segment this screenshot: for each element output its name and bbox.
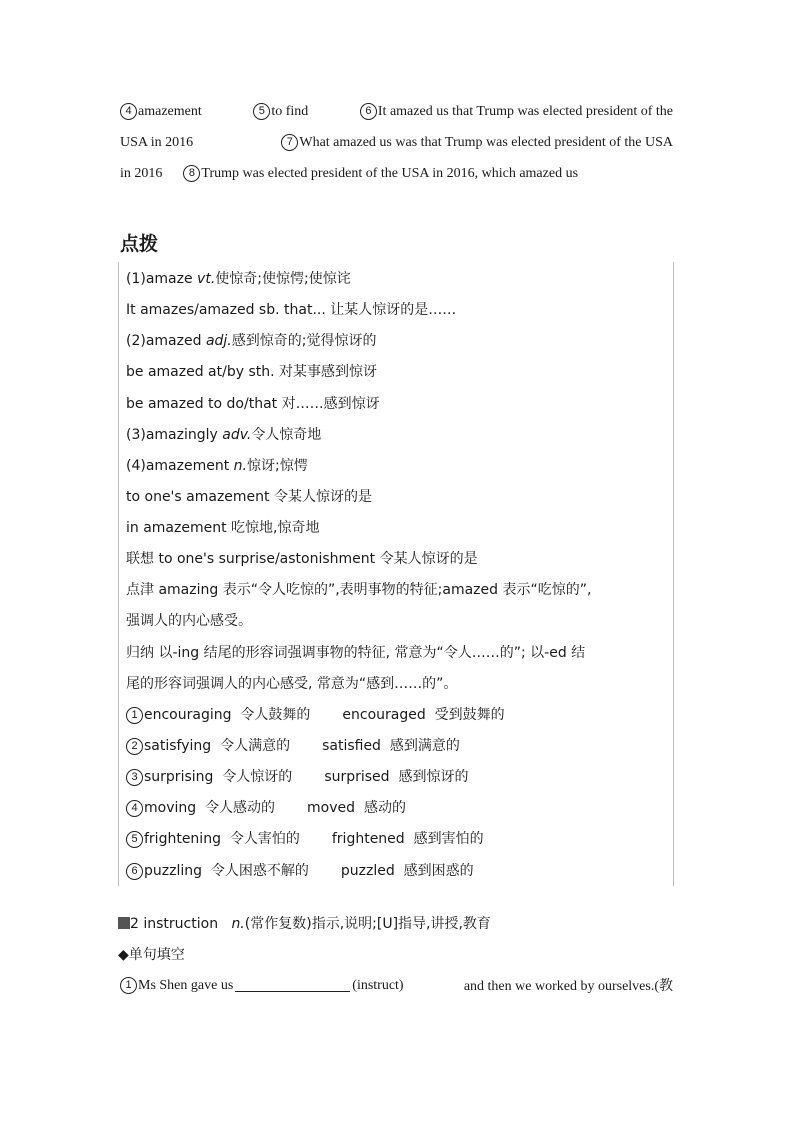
answer-line-1 — [120, 102, 673, 122]
answer-line-3 — [120, 164, 673, 184]
answer-4: amazement — [138, 104, 202, 119]
answer-8: Trump was elected president of the USA in 2016, which amazed us — [201, 166, 579, 181]
circled-number-4: 4 — [120, 103, 137, 120]
note-line-5: be amazed to do/that 对……感到惊讶 — [126, 396, 380, 412]
note-line-2: It amazes/amazed sb. that... 让某人惊讶的是…… — [126, 302, 457, 318]
vocab-item-2: 2 instruction n.(常作复数)指示,说明;[U]指导,讲授,教育 — [118, 914, 491, 934]
square-bullet-icon — [118, 917, 130, 929]
note-line-7: (4)amazement n.惊讶;惊愕 — [126, 458, 308, 474]
exercise-title: ◆单句填空 — [118, 947, 185, 963]
answer-line-2 — [120, 133, 673, 153]
notes-box — [118, 262, 674, 886]
exercise-question-1: 1 Ms Shen gave us (instruct) and then we worked by ourselves.(教 — [120, 976, 673, 997]
pair-row-5: 5 frightening 令人害怕的 frightened 感到害怕的 — [126, 829, 484, 849]
section-title: 点拨 — [120, 233, 159, 255]
note-line-summary: 归纳 以-ing 结尾的形容词强调事物的特征, 常意为“令人……的”; 以-ed 结 — [126, 645, 586, 661]
note-line-summary-cont: 尾的形容词强调人的内心感受, 常意为“感到……的”。 — [126, 676, 458, 692]
note-line-1: (1)amaze vt.使惊奇;使惊愕;使惊诧 — [126, 271, 351, 287]
note-line-association: 联想 to one's surprise/astonishment 令某人惊讶的是 — [126, 551, 478, 567]
answer-6: It amazed us that Trump was elected president of the — [377, 104, 673, 119]
answer-7-continued: in 2016 — [120, 166, 163, 181]
circled-number-5: 5 — [253, 103, 270, 120]
answer-6-continued: USA in 2016 — [120, 135, 194, 150]
note-line-9: in amazement 吃惊地,惊奇地 — [126, 520, 320, 536]
circled-number-8: 8 — [183, 165, 200, 182]
note-line-tip-cont: 强调人的内心感受。 — [126, 613, 252, 629]
pair-row-2: 2 satisfying 令人满意的 satisfied 感到满意的 — [126, 736, 460, 756]
circled-number-6: 6 — [360, 103, 377, 120]
circled-number-7: 7 — [281, 134, 298, 151]
note-line-6: (3)amazingly adv.令人惊奇地 — [126, 427, 322, 443]
pair-row-1: 1 encouraging 令人鼓舞的 encouraged 受到鼓舞的 — [126, 705, 505, 725]
pair-row-4: 4 moving 令人感动的 moved 感动的 — [126, 798, 406, 818]
pair-row-6: 6 puzzling 令人困惑不解的 puzzled 感到困惑的 — [126, 861, 474, 881]
note-line-4: be amazed at/by sth. 对某事感到惊讶 — [126, 364, 378, 380]
vocab-meaning: (常作复数)指示,说明;[U]指导,讲授,教育 — [244, 916, 491, 932]
circled-number-1: 1 — [120, 977, 137, 994]
pair-row-3: 3 surprising 令人惊讶的 surprised 感到惊讶的 — [126, 767, 468, 787]
note-line-tip: 点津 amazing 表示“令人吃惊的”,表明事物的特征;amazed 表示“吃惊的”, — [126, 582, 592, 598]
answer-7: What amazed us was that Trump was elected president of the USA — [299, 135, 673, 150]
note-line-3: (2)amazed adj.感到惊奇的;觉得惊讶的 — [126, 333, 377, 349]
note-line-8: to one's amazement 令某人惊讶的是 — [126, 489, 372, 505]
vocab-pos: n. — [231, 916, 245, 932]
vocab-word: instruction — [143, 916, 219, 932]
answer-5: to find — [271, 104, 309, 119]
answer-blank[interactable] — [235, 977, 350, 992]
